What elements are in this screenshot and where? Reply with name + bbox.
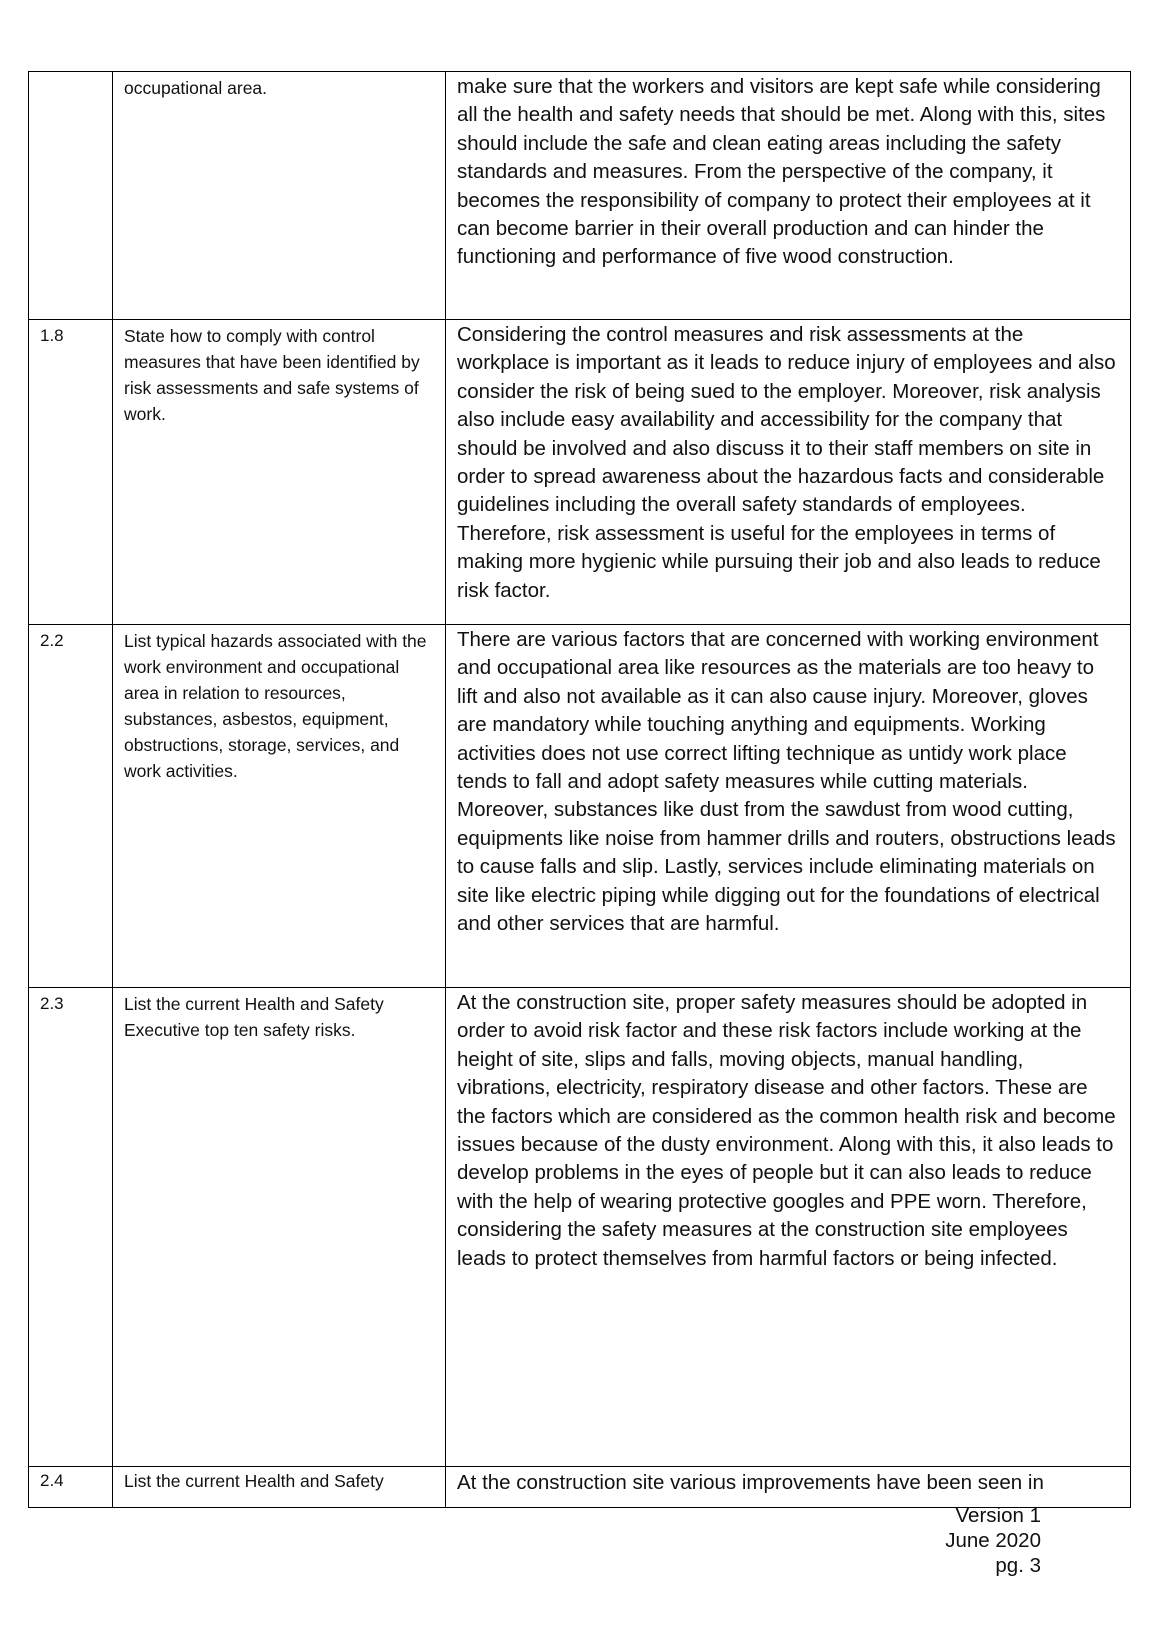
- criterion-number: 2.3: [40, 994, 64, 1013]
- criterion-number-cell: [29, 625, 113, 988]
- criterion-text-cell: [113, 1467, 446, 1508]
- criterion-number-cell: [29, 320, 113, 625]
- date-label: June 2020: [945, 1529, 1041, 1552]
- page-number: pg. 3: [995, 1554, 1041, 1577]
- version-label: Version 1: [955, 1504, 1041, 1527]
- table-row: [29, 625, 1131, 988]
- criterion-text: State how to comply with control measures that have been identified by risk assessments and safe systems of work.: [124, 326, 420, 424]
- table-row: [29, 320, 1131, 625]
- page-footer: [945, 1503, 1041, 1578]
- answer-text: At the construction site, proper safety measures should be adopted in order to avoid risk factor and these risk factors include working at the height of site, slips and falls, moving objects, manual handling, vibrations, electricity, respiratory disease and other factors. These are the factors which are considered as the common health risk and become issues because of the dusty environment. Along with this, it also leads to develop problems in the eyes of people but it can also leads to reduce with the help of wearing protective googles and PPE worn. Therefore, considering the safety measures at the construction site employees leads to protect themselves from harmful factors or being infected.: [457, 991, 1116, 1270]
- criterion-text-cell: [113, 72, 446, 320]
- criterion-number-cell: [29, 72, 113, 320]
- criterion-number: 1.8: [40, 326, 64, 345]
- criterion-number: 2.2: [40, 631, 64, 650]
- answer-text: At the construction site various improvements have been seen in: [457, 1471, 1044, 1494]
- answer-text: make sure that the workers and visitors are kept safe while considering all the health and safety needs that should be met. Along with this, sites should include the safe and clean eating areas including the safety standards and measures. From the perspective of the company, it becomes the responsibility of company to protect their employees at it can become barrier in their overall production and can hinder the functioning and performance of five wood construction.: [457, 75, 1106, 269]
- criterion-number: 2.4: [40, 1471, 64, 1490]
- table-row: [29, 72, 1131, 320]
- criterion-number-cell: [29, 1467, 113, 1508]
- answer-text: Considering the control measures and risk assessments at the workplace is important as it leads to reduce injury of employees and also consider the risk of being sued to the employer. Moreover, risk analysis also include easy availability and accessibility for the company that should be involved and also discuss it to their staff members on site in order to spread awareness about the hazardous facts and considerable guidelines including the overall safety standards of employees. Therefore, risk assessment is useful for the employees in terms of making more hygienic while pursuing their job and also leads to reduce risk factor.: [457, 323, 1116, 602]
- answer-text: There are various factors that are concerned with working environment and occupational area like resources as the materials are too heavy to lift and also not available as it can also cause injury. Moreover, gloves are mandatory while touching anything and equipments. Working activities does not use correct lifting technique as untidy work place tends to fall and adopt safety measures while cutting materials. Moreover, substances like dust from the sawdust from wood cutting, equipments like noise from hammer drills and routers, obstructions leads to cause falls and slip. Lastly, services include eliminating materials on site like electric piping while digging out for the foundations of electrical and other services that are harmful.: [457, 628, 1116, 936]
- criterion-number: [29, 72, 112, 78]
- table-row: [29, 1467, 1131, 1508]
- answer-text-cell: [446, 988, 1131, 1467]
- criterion-text-cell: [113, 625, 446, 988]
- answer-text-cell: [446, 625, 1131, 988]
- answer-text-cell: [446, 320, 1131, 625]
- answer-text-cell: [446, 1467, 1131, 1508]
- criterion-text: List the current Health and Safety Executive top ten safety risks.: [124, 994, 384, 1040]
- answer-text-cell: [446, 72, 1131, 320]
- criterion-text: occupational area.: [124, 78, 268, 98]
- criterion-text-cell: [113, 320, 446, 625]
- table-row: [29, 988, 1131, 1467]
- criterion-text: List typical hazards associated with the work environment and occupational area in relation to resources, substances, asbestos, equipment, obstructions, storage, services, and work activities.: [124, 631, 427, 781]
- criterion-number-cell: [29, 988, 113, 1467]
- assessment-table: [28, 71, 1131, 1508]
- criterion-text: List the current Health and Safety: [124, 1471, 384, 1491]
- criterion-text-cell: [113, 988, 446, 1467]
